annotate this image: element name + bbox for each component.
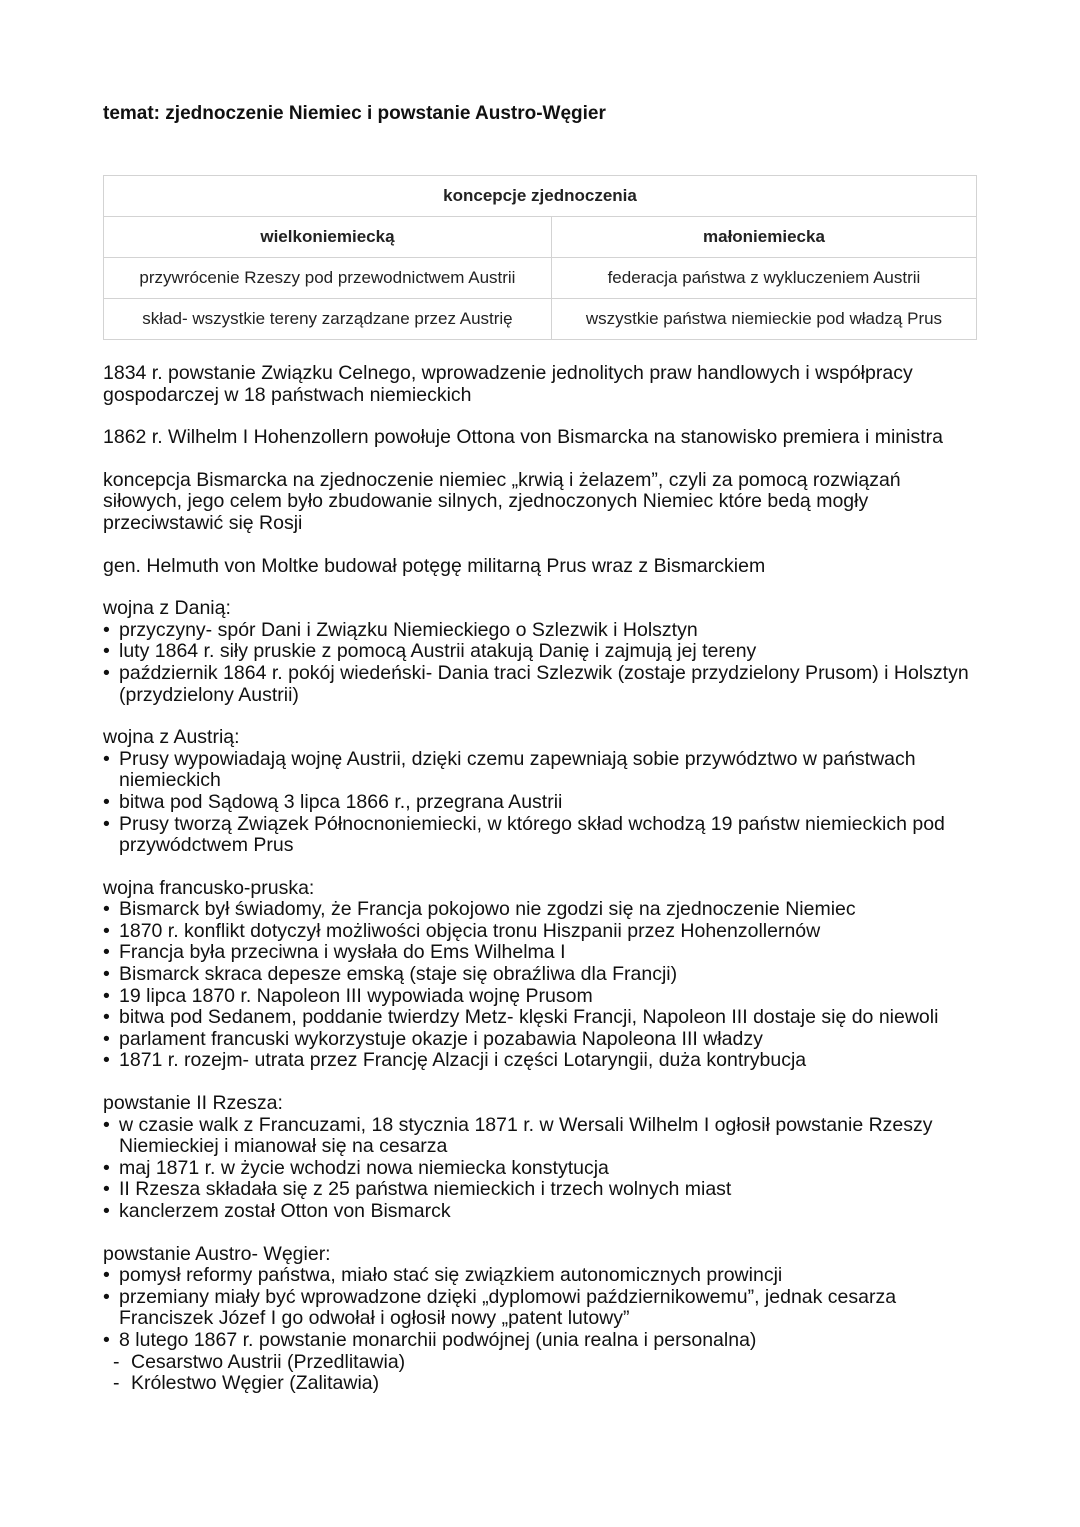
list-item: • Prusy wypowiadają wojnę Austrii, dzięki czemu zapewniają sobie przywództwo w państwach niemieckich [103,749,983,792]
list-item: • luty 1864 r. siły pruskie z pomocą Austrii atakują Danię i zajmują jej tereny [103,641,983,663]
list-item: • maj 1871 r. w życie wchodzi nowa niemiecka konstytucja [103,1158,983,1180]
paragraph-moltke: gen. Helmuth von Moltke budował potęgę militarną Prus wraz z Bismarckiem [103,554,766,577]
page-title: temat: zjednoczenie Niemiec i powstanie Austro-Węgier [103,103,606,124]
section-austria-hungary [103,1244,983,1395]
list-item: • przemiany miały być wprowadzone dzięki „dyplomowi październikowemu”, jednak cesarza Franciszek Józef I go odwołał i ogłosił nowy „patent lutowy” [103,1287,983,1330]
list-item: • bitwa pod Sądową 3 lipca 1866 r., przegrana Austrii [103,792,983,814]
sub-list [103,1352,983,1395]
section-second-reich [103,1093,983,1223]
paragraph-bismarck-appointment: 1862 r. Wilhelm I Hohenzollern powołuje Ottona von Bismarcka na stanowisko premiera i ministra [103,426,943,449]
list-item: • październik 1864 r. pokój wiedeński- Dania traci Szlezwik (zostaje przydzielony Prusom) i Holsztyn (przydzielony Austrii) [103,663,983,706]
list-item: • 19 lipca 1870 r. Napoleon III wypowiada wojnę Prusom [103,986,983,1008]
list-item: • w czasie walk z Francuzami, 18 stycznia 1871 r. w Wersali Wilhelm I ogłosił powstanie Rzeszy Niemieckiej i mianował się na cesarza [103,1115,983,1158]
list-item: • 8 lutego 1867 r. powstanie monarchii podwójnej (unia realna i personalna) [103,1330,983,1352]
list-item: • kanclerzem został Otton von Bismarck [103,1201,983,1223]
list-item: • parlament francuski wykorzystuje okazje i pozabawia Napoleona III władzy [103,1029,983,1051]
bullet-list [103,1265,983,1351]
section-war-with-denmark [103,598,983,706]
column-header-lesser-german: małoniemiecka [551,217,976,258]
sub-list-item: - Cesarstwo Austrii (Przedlitawia) [111,1352,983,1374]
table-row [104,258,977,299]
paragraph-blood-and-iron: koncepcja Bismarcka na zjednoczenie niemiec „krwią i żelazem”, czyli za pomocą rozwiązań siłowych, jego celem było zbudowanie silnych, zjednoczonych Niemiec które bedą mogły przeciwstawić się Rosji [103,468,901,534]
table-cell: skład- wszystkie tereny zarządzane przez Austrię [104,299,552,340]
notes-body [103,363,983,1416]
section-heading: wojna z Danią: [103,597,231,620]
bullet-list [103,620,983,706]
section-heading: wojna z Austrią: [103,726,240,749]
list-item: • Francja była przeciwna i wysłała do Ems Wilhelma I [103,942,983,964]
table-column-row [104,217,977,258]
list-item: • bitwa pod Sedanem, poddanie twierdzy Metz- klęski Francji, Napoleon III dostaje się do niewoli [103,1007,983,1029]
table-cell: federacja państwa z wykluczeniem Austrii [551,258,976,299]
section-war-with-austria [103,727,983,857]
section-heading: powstanie Austro- Węgier: [103,1242,331,1265]
table-cell: wszystkie państwa niemieckie pod władzą Prus [551,299,976,340]
paragraph-customs-union: 1834 r. powstanie Związku Celnego, wprowadzenie jednolitych praw handlowych i współpracy gospodarczej w 18 państwach niemieckich [103,362,913,406]
table-header-row [104,176,977,217]
bullet-list [103,749,983,857]
list-item: • II Rzesza składała się z 25 państwa niemieckich i trzech wolnych miast [103,1179,983,1201]
list-item: • 1871 r. rozejm- utrata przez Francję Alzacji i części Lotaryngii, duża kontrybucja [103,1050,983,1072]
table-row [104,299,977,340]
column-header-greater-german: wielkoniemiecką [104,217,552,258]
table-header: koncepcje zjednoczenia [104,176,977,217]
list-item: • Bismarck skraca depesze emską (staje się obraźliwa dla Francji) [103,964,983,986]
sub-list-item: - Królestwo Węgier (Zalitawia) [111,1373,983,1395]
bullet-list [103,1115,983,1223]
section-heading: wojna francusko-pruska: [103,876,315,899]
section-heading: powstanie II Rzesza: [103,1092,283,1115]
list-item: • 1870 r. konflikt dotyczył możliwości objęcia tronu Hiszpanii przez Hohenzollernów [103,921,983,943]
list-item: • Bismarck był świadomy, że Francja pokojowo nie zgodzi się na zjednoczenie Niemiec [103,899,983,921]
unification-concepts-table [103,175,977,340]
table-cell: przywrócenie Rzeszy pod przewodnictwem Austrii [104,258,552,299]
section-franco-prussian-war [103,878,983,1072]
bullet-list [103,899,983,1072]
list-item: • pomysł reformy państwa, miało stać się związkiem autonomicznych prowincji [103,1265,983,1287]
list-item: • Prusy tworzą Związek Północnoniemiecki, w którego skład wchodzą 19 państw niemieckich pod przywódctwem Prus [103,814,983,857]
list-item: • przyczyny- spór Dani i Związku Niemieckiego o Szlezwik i Holsztyn [103,620,983,642]
